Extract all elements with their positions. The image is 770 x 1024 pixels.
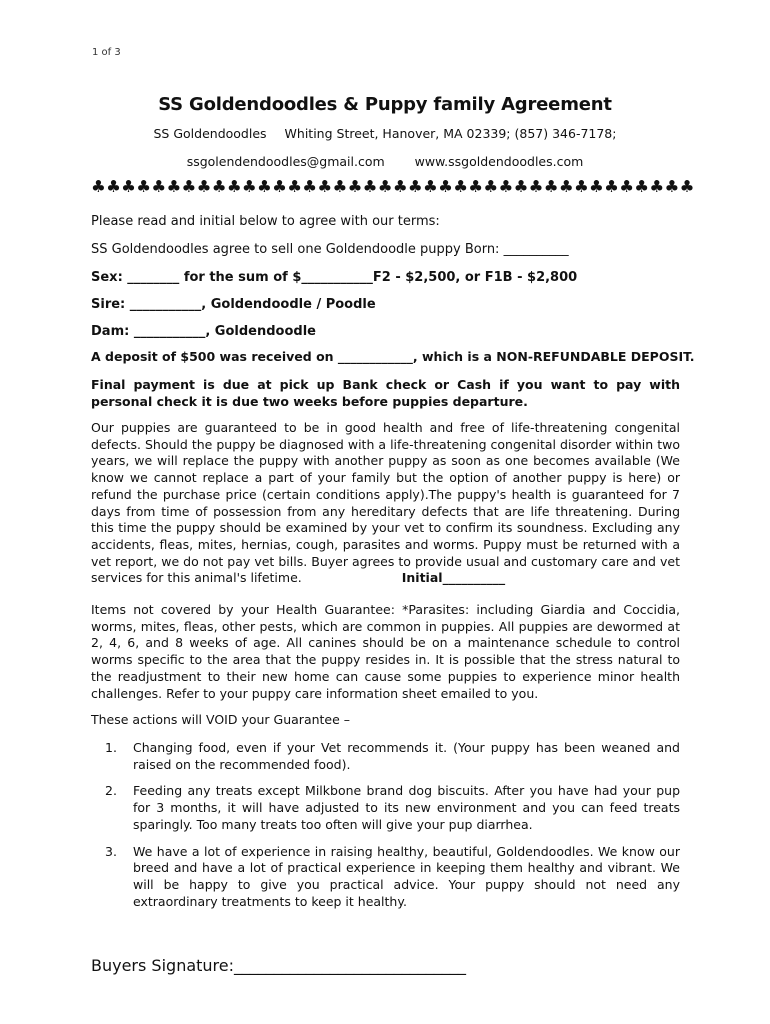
list-item-text: Feeding any treats except Milkbone brand dog biscuits. After you have had your pup for 3 months, it will have adjusted to its new environment and you can feed treats sparingly. Too many treats too often will give your pup diarrhea.: [133, 783, 680, 832]
list-item-text: Changing food, even if your Vet recommends it. (Your puppy has been weaned and raised on the recommended food).: [133, 740, 680, 772]
not-covered-paragraph: Items not covered by your Health Guarantee: *Parasites: including Giardia and Coccidia, worms, mites, fleas, other pests, which are common in puppies. All puppies are dewormed at 2, 4, 6, and 8 weeks of age. All canines should be on a maintenance schedule to control worms specific to the area that the puppy resides in. It is possible that the stress natural to the readjustment to their new home can cause some puppies to experience minor health challenges. Refer to your puppy care information sheet emailed to you.: [91, 602, 680, 701]
page-number: 1 of 3: [92, 47, 121, 58]
dam-line: Dam: ___________, Goldendoodle: [91, 324, 316, 339]
clubs-divider: ♣♣♣♣♣♣♣♣♣♣♣♣♣♣♣♣♣♣♣♣♣♣♣♣♣♣♣♣♣♣♣♣♣♣♣♣♣♣♣♣: [91, 177, 695, 196]
list-item: [91, 844, 680, 911]
business-address: Whiting Street, Hanover, MA 02339; (857) 346-7178;: [284, 126, 617, 141]
sire-line: Sire: ___________, Goldendoodle / Poodle: [91, 297, 376, 312]
list-item-number: 3.: [105, 843, 117, 859]
final-payment-paragraph: Final payment is due at pick up Bank check or Cash if you want to pay with personal check it is due two weeks before puppies departure.: [91, 377, 680, 409]
document-title: SS Goldendoodles & Puppy family Agreement: [158, 94, 612, 115]
list-item-text: We have a lot of experience in raising healthy, beautiful, Goldendoodles. We know our breed and have a lot of practical experience in keeping them healthy and vibrant. We will be happy to give you practical advice. Your puppy should not need any extraordinary treatments to keep it healthy.: [133, 843, 680, 909]
sex-price-line: Sex: ________ for the sum of $___________F2 - $2,500, or F1B - $2,800: [91, 270, 578, 285]
intro-text: Please read and initial below to agree with our terms:: [91, 214, 440, 229]
contact-line-2: [0, 154, 770, 169]
list-item: [91, 783, 680, 833]
sell-line: SS Goldendoodles agree to sell one Goldendoodle puppy Born: __________: [91, 242, 569, 257]
list-item-number: 2.: [105, 783, 117, 799]
business-name: SS Goldendoodles: [153, 126, 267, 141]
list-item-number: 1.: [105, 740, 117, 755]
void-heading: These actions will VOID your Guarantee –: [91, 712, 351, 727]
void-list: [91, 740, 680, 910]
contact-line-1: [0, 126, 770, 141]
business-email: ssgolendendoodles@gmail.com: [186, 154, 385, 169]
guarantee-text: Our puppies are guaranteed to be in good health and free of life-threatening congenital defects. Should the puppy be diagnosed with a life-threatening congenital disorder within two years, we will replace the puppy with another puppy as soon as one becomes available (We know we cannot replace a part of your family but the option of another puppy is here) or refund the purchase price (certain conditions apply).The puppy's health is guaranteed for 7 days from time of possession from any hereditary defects that are life threatening. During this time the puppy should be examined by your vet to confirm its soundness. Excluding any accidents, fleas, mites, hernias, cough, parasites and worms. Puppy must be returned with a vet report, we do not pay vet bills. Buyer agrees to provide usual and customary care and vet services for this animal's lifetime.: [91, 420, 680, 586]
guarantee-paragraph: [91, 420, 680, 587]
business-website: www.ssgoldendoodles.com: [414, 154, 584, 169]
initial-field: Initial__________: [401, 570, 506, 586]
list-item: [91, 740, 680, 773]
deposit-line: A deposit of $500 was received on ____________, which is a NON-REFUNDABLE DEPOSIT.: [91, 349, 695, 364]
buyer-signature-field: Buyers Signature:_____________________________: [91, 956, 467, 975]
